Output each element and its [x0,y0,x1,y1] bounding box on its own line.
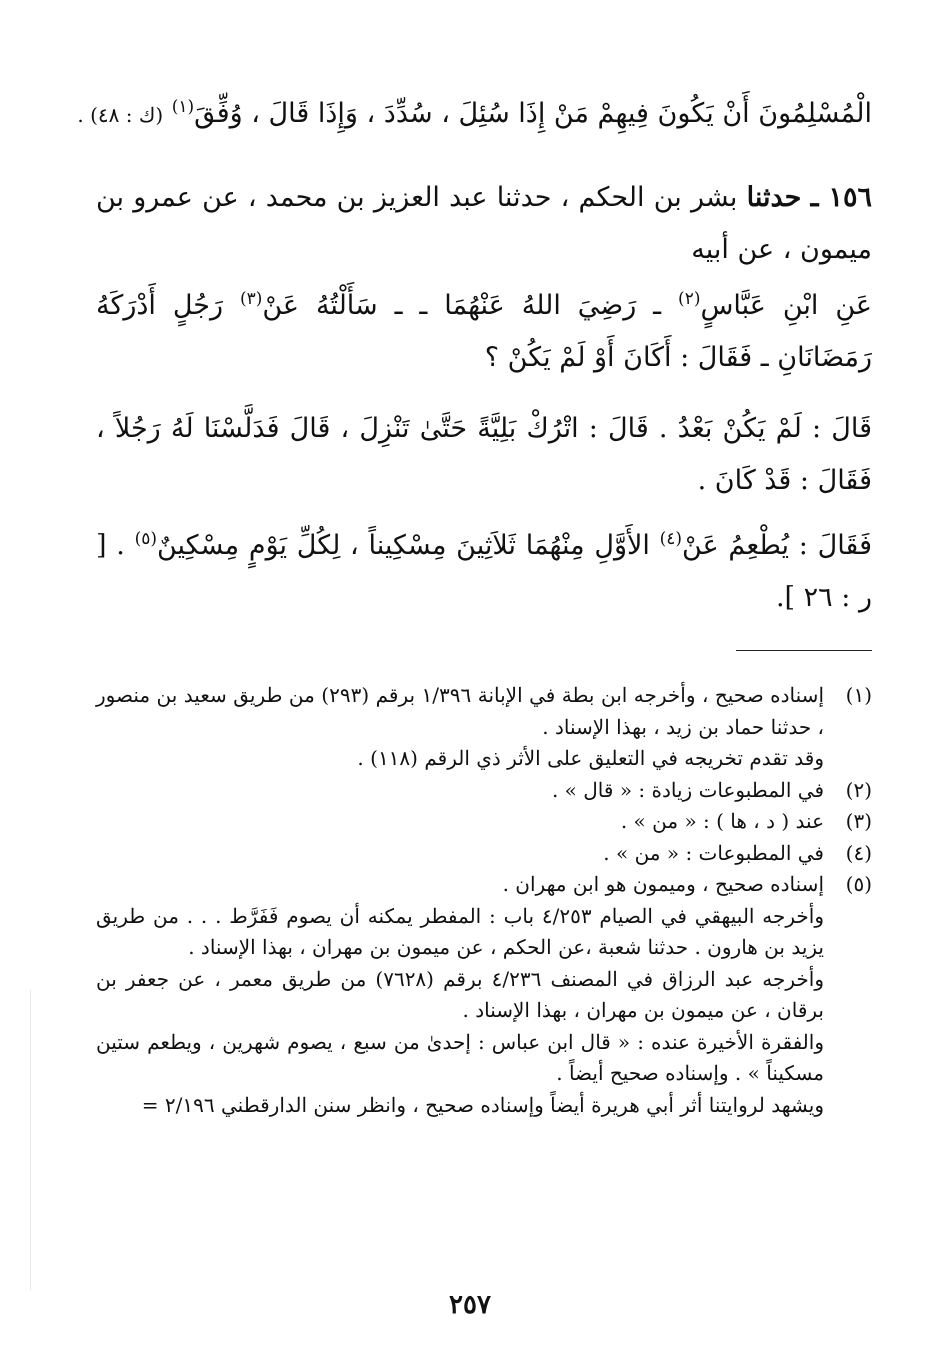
footnote-ref-3: (٣) [239,289,263,309]
hadith-p1-part-a: عَنِ ابْنِ عَبَّاسٍ [700,290,873,321]
footnote-line: وأخرجه عبد الرزاق في المصنف ٤/٢٣٦ برقم (٧٦٢٨) من طريق معمر ، عن جعفر بن برقان ، عن ميمون بن مهران ، بهذا الإسناد . [96,966,824,1022]
footnote-ref-1: (١) [171,97,195,117]
footnote-line: إسناده صحيح ، وميمون هو ابن مهران . [502,872,824,896]
hadith-p1-part-c: رَجُلٍ أَدْرَكَهُ رَمَضَانَانِ ـ فَقَالَ : أَكَانَ أَوْ لَمْ يَكُنْ ؟ [96,290,872,373]
hadith-chain-text: بشر بن الحكم ، حدثنا عبد العزيز بن محمد ، عن عمرو بن ميمون ، عن أبيه [96,182,872,265]
footnote-body [96,680,824,775]
page-number: ٢٥٧ [449,1290,491,1320]
footnote-line: في المطبوعات زيادة : « قال » . [551,777,824,802]
footnote-body [96,838,824,870]
continuation-text: الْمُسْلِمُونَ أَنْ يَكُونَ فِيهِمْ مَنْ إِذَا سُئِلَ ، سُدِّدَ ، وَإِذَا قَالَ ، وُفِّقَ [194,98,872,129]
footnote-4 [96,838,872,870]
footnote-line: ويشهد لروايتنا أثر أبي هريرة أيضاً وإسناده صحيح ، وانظر سنن الدارقطني ٢/١٩٦ = [141,1092,824,1117]
hadith-number: ١٥٦ ـ [810,182,872,213]
hadith-p3-part-a: فَقَالَ : يُطْعِمُ عَنْ [682,530,872,561]
footnote-1 [96,680,872,775]
hadith-p1-part-b: ـ رَضِيَ اللهُ عَنْهُمَا ـ ـ سَأَلْتُهُ عَنْ [262,290,662,321]
footnote-line: وقد تقدم تخريجه في التعليق على الأثر ذي الرقم (١١٨) . [357,746,824,770]
footnote-3 [96,806,872,838]
footnote-line: إسناده صحيح ، وأخرجه ابن بطة في الإبانة ١/٣٩٦ برقم (٢٩٣) من طريق سعيد بن منصور ، حدثنا حماد بن زيد ، بهذا الإسناد . [96,683,824,739]
footnote-body [96,869,824,901]
footnote-ref-4: (٤) [659,529,683,549]
hadith-p3-part-b: الأَوَّلِ مِنْهُمَا ثَلاَثِينَ مِسْكِيناً ، لِكُلِّ يَوْمٍ مِسْكِينٌ [156,530,650,561]
footnote-5 [96,869,872,901]
hadith-p2-text: قَالَ : لَمْ يَكُنْ بَعْدُ . قَالَ : اتْرُكْ بَلِيَّةً حَتَّىٰ تَنْزِلَ ، قَالَ فَدَلَّسْنَا لَهُ رَجُلاً ، فَقَالَ : قَدْ كَانَ . [96,413,872,496]
footnote-number: (٥) [845,872,872,896]
hadith-paragraph-3 [96,520,872,624]
footnote-number: (١) [845,683,872,707]
footnote-line: والفقرة الأخيرة عنده : « قال ابن عباس : إحدىٰ من سبع ، يصوم شهرين ، ويطعم ستين مسكيناً » . وإسناده صحيح أيضاً . [96,1029,824,1085]
footnote-ref-2: (٢) [678,289,701,309]
footnote-number: (٢) [845,777,872,802]
book-page [77,0,873,1372]
footnote-body [96,775,824,807]
continuation-line [77,88,872,141]
hadith-chain [96,172,872,276]
footnote-2 [96,775,872,807]
footnote-divider [736,650,872,651]
hadith-lead: حدثنا [746,182,802,213]
hadith-paragraph-2 [96,403,872,507]
footnote-ref-5: (٥) [134,529,157,549]
hadith-p3-part-c: . [ ر : ٢٦ ]. [96,530,872,613]
footnote-number: (٣) [845,809,872,833]
footnotes-section [96,680,872,1121]
footnote-number: (٤) [845,840,872,865]
footnote-line: وأخرجه البيهقي في الصيام ٤/٢٥٣ باب : المفطر يمكنه أن يصوم فَفَرَّط . . . من طريق يزيد بن هارون . حدثنا شعبة ،عن الحكم ، عن ميمون بن مهران ، بهذا الإسناد . [96,903,824,959]
footnote-line: في المطبوعات : « من » . [603,840,824,865]
scan-edge-mark [30,990,31,1290]
source-ref: (ك : ٤٨) . [77,103,164,127]
hadith-paragraph-1 [96,280,872,384]
footnote-line: عند ( د ، ها ) : « من » . [620,809,824,833]
footnote-body [96,806,824,838]
